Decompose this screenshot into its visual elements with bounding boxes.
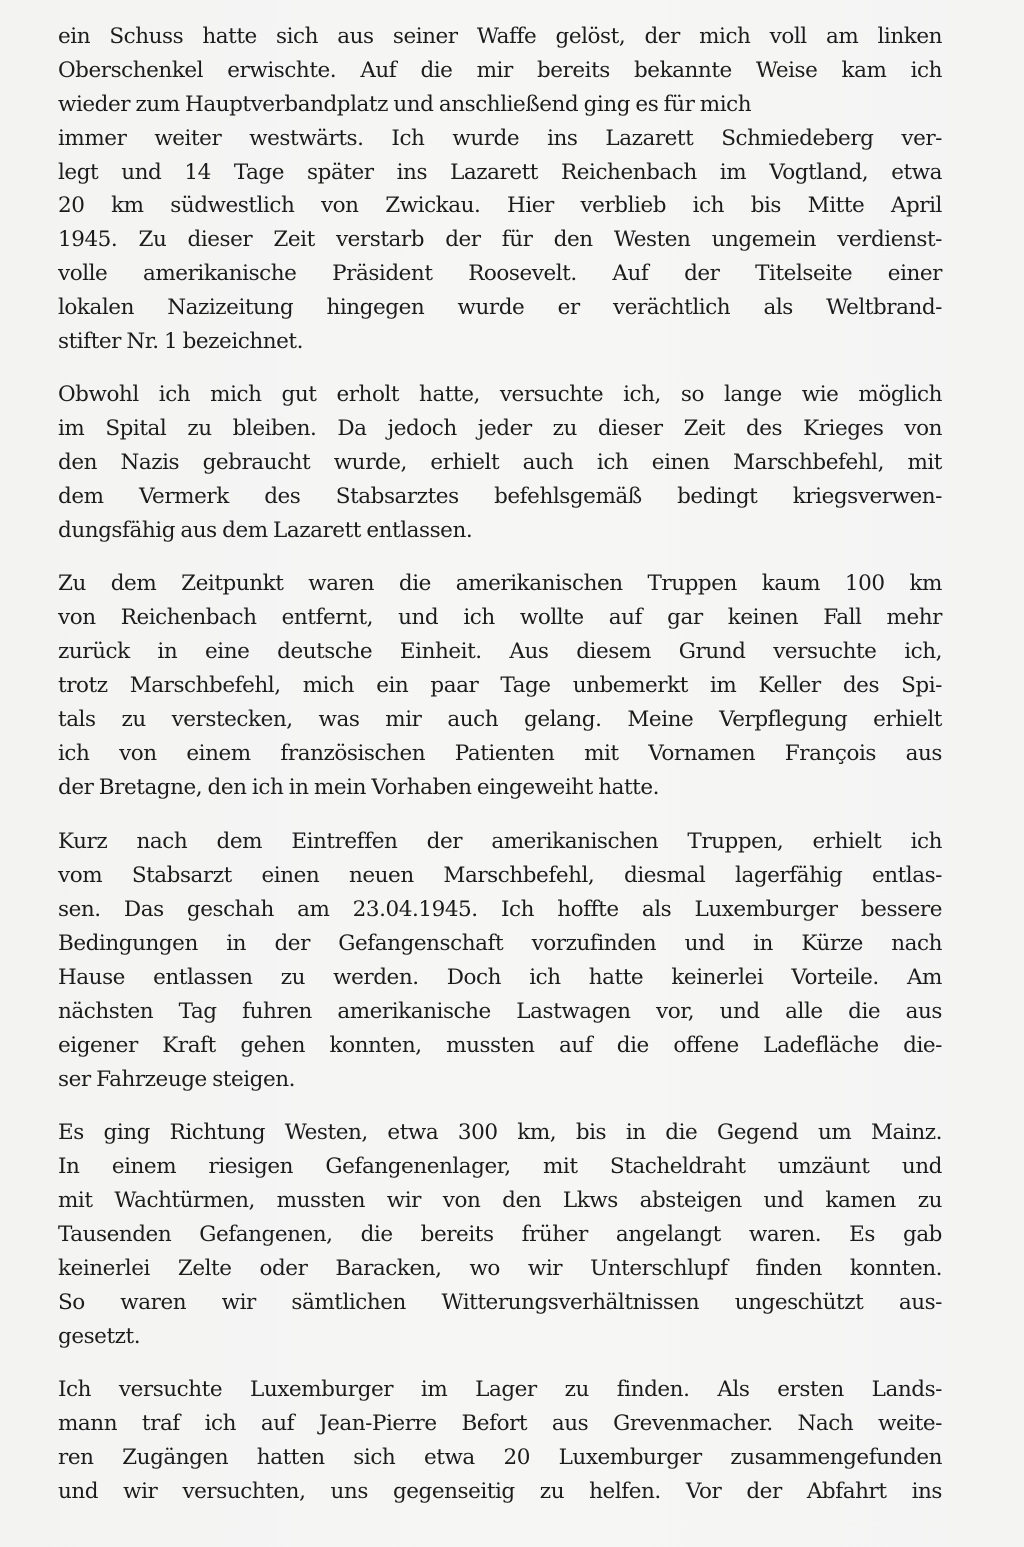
text-line: eigener Kraft gehen konnten, mussten auf die offene Ladefläche die- <box>58 1033 942 1058</box>
text-line: trotz Marschbefehl, mich ein paar Tage unbemerkt im Keller des Spi- <box>58 673 942 698</box>
text-line: Kurz nach dem Eintreffen der amerikanischen Truppen, erhielt ich <box>58 829 942 854</box>
text-line: Obwohl ich mich gut erholt hatte, versuchte ich, so lange wie möglich <box>58 382 942 407</box>
text-line: keinerlei Zelte oder Baracken, wo wir Unterschlupf finden konnten. <box>58 1256 942 1281</box>
text-line: immer weiter westwärts. Ich wurde ins Lazarett Schmiedeberg ver- <box>58 126 942 151</box>
text-line: ser Fahrzeuge steigen. <box>58 1067 296 1092</box>
text-line: lokalen Nazizeitung hingegen wurde er verächtlich als Weltbrand- <box>58 295 942 320</box>
text-line: Hause entlassen zu werden. Doch ich hatte keinerlei Vorteile. Am <box>58 965 942 990</box>
text-line: Bedingungen in der Gefangenschaft vorzufinden und in Kürze nach <box>58 931 942 956</box>
text-line: vom Stabsarzt einen neuen Marschbefehl, diesmal lagerfähig entlas- <box>58 863 942 888</box>
text-line: ren Zugängen hatten sich etwa 20 Luxemburger zusammengefunden <box>58 1445 942 1470</box>
text-line: wieder zum Hauptverbandplatz und anschließend ging es für mich <box>58 92 752 117</box>
text-line: ein Schuss hatte sich aus seiner Waffe gelöst, der mich voll am linken <box>58 24 942 49</box>
text-line: tals zu verstecken, was mir auch gelang. Meine Verpflegung erhielt <box>58 707 942 732</box>
text-line: mann traf ich auf Jean-Pierre Befort aus Grevenmacher. Nach weite- <box>58 1411 942 1436</box>
text-line: dungsfähig aus dem Lazarett entlassen. <box>58 518 473 543</box>
text-line: Ich versuchte Luxemburger im Lager zu finden. Als ersten Lands- <box>58 1377 942 1402</box>
text-line: nächsten Tag fuhren amerikanische Lastwagen vor, und alle die aus <box>58 999 942 1024</box>
text-line: und wir versuchten, uns gegenseitig zu helfen. Vor der Abfahrt ins <box>58 1479 942 1504</box>
text-line: 20 km südwestlich von Zwickau. Hier verblieb ich bis Mitte April <box>58 193 942 218</box>
text-line: sen. Das geschah am 23.04.1945. Ich hoffte als Luxemburger bessere <box>58 897 942 922</box>
text-line: stifter Nr. 1 bezeichnet. <box>58 329 303 354</box>
text-line: mit Wachtürmen, mussten wir von den Lkws absteigen und kamen zu <box>58 1188 942 1213</box>
text-line: ich von einem französischen Patienten mit Vornamen François aus <box>58 741 942 766</box>
text-line: Oberschenkel erwischte. Auf die mir bereits bekannte Weise kam ich <box>58 58 942 83</box>
text-line: der Bretagne, den ich in mein Vorhaben eingeweiht hatte. <box>58 775 660 800</box>
text-line: den Nazis gebraucht wurde, erhielt auch ich einen Marschbefehl, mit <box>58 450 942 475</box>
text-line: Tausenden Gefangenen, die bereits früher angelangt waren. Es gab <box>58 1222 942 1247</box>
text-line: volle amerikanische Präsident Roosevelt. Auf der Titelseite einer <box>58 261 942 286</box>
text-line: Es ging Richtung Westen, etwa 300 km, bis in die Gegend um Mainz. <box>58 1120 942 1145</box>
text-line: zurück in eine deutsche Einheit. Aus diesem Grund versuchte ich, <box>58 639 942 664</box>
text-line: Zu dem Zeitpunkt waren die amerikanischen Truppen kaum 100 km <box>58 571 942 596</box>
text-line: von Reichenbach entfernt, und ich wollte auf gar keinen Fall mehr <box>58 605 942 630</box>
text-line: im Spital zu bleiben. Da jedoch jeder zu dieser Zeit des Krieges von <box>58 416 942 441</box>
text-line: legt und 14 Tage später ins Lazarett Reichenbach im Vogtland, etwa <box>58 160 942 185</box>
text-line: gesetzt. <box>58 1324 141 1349</box>
text-line: dem Vermerk des Stabsarztes befehlsgemäß bedingt kriegsverwen- <box>58 484 942 509</box>
text-line: So waren wir sämtlichen Witterungsverhältnissen ungeschützt aus- <box>58 1290 942 1315</box>
text-line: 1945. Zu dieser Zeit verstarb der für den Westen ungemein verdienst- <box>58 227 942 252</box>
text-line: In einem riesigen Gefangenenlager, mit Stacheldraht umzäunt und <box>58 1154 942 1179</box>
